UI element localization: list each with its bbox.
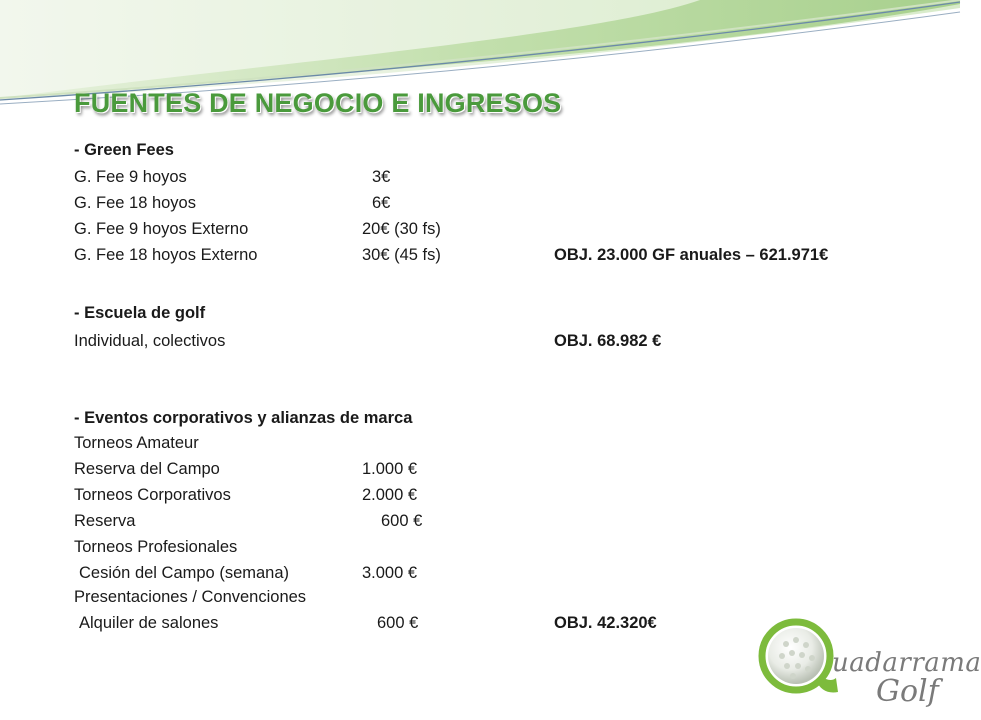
escuela-label: Individual, colectivos xyxy=(74,332,226,350)
green-fee-label: G. Fee 18 hoyos Externo xyxy=(74,246,258,264)
green-fee-amount: 3€ xyxy=(372,168,391,186)
evento-label: Cesión del Campo (semana) xyxy=(79,564,290,582)
evento-label: Alquiler de salones xyxy=(79,614,219,632)
evento-label: Torneos Profesionales xyxy=(74,538,238,556)
logo-text-quadarrama: uadarrama xyxy=(832,648,981,678)
evento-amount: 3.000 € xyxy=(362,564,418,582)
objective-escuela: OBJ. 68.982 € xyxy=(554,332,662,350)
evento-label: Torneos Amateur xyxy=(74,434,199,452)
evento-amount: 600 € xyxy=(377,614,419,632)
green-fee-label: G. Fee 9 hoyos Externo xyxy=(74,220,249,238)
green-fee-amount: 20€ (30 fs) xyxy=(362,220,441,238)
logo-text-golf: Golf xyxy=(876,674,939,709)
green-fee-amount: 6€ xyxy=(372,194,391,212)
objective-eventos: OBJ. 42.320€ xyxy=(554,614,657,632)
evento-label: Presentaciones / Convenciones xyxy=(74,588,307,606)
evento-label: Reserva del Campo xyxy=(74,460,220,478)
objective-green-fees: OBJ. 23.000 GF anuales – 621.971€ xyxy=(554,246,829,264)
green-fee-label: G. Fee 18 hoyos xyxy=(74,194,196,212)
quadarrama-golf-logo xyxy=(758,618,981,713)
evento-amount: 600 € xyxy=(381,512,423,530)
evento-label: Torneos Corporativos xyxy=(74,486,231,504)
green-fee-amount: 30€ (45 fs) xyxy=(362,246,441,264)
section-header-green-fees: - Green Fees xyxy=(74,141,174,159)
evento-amount: 2.000 € xyxy=(362,486,418,504)
section-header-eventos: - Eventos corporativos y alianzas de marca xyxy=(74,409,413,427)
page-title: FUENTES DE NEGOCIO E INGRESOS xyxy=(74,88,562,118)
evento-amount: 1.000 € xyxy=(362,460,418,478)
section-header-escuela: - Escuela de golf xyxy=(74,304,206,322)
evento-label: Reserva xyxy=(74,512,136,530)
golf-ball-icon xyxy=(758,618,838,698)
green-fee-label: G. Fee 9 hoyos xyxy=(74,168,187,186)
